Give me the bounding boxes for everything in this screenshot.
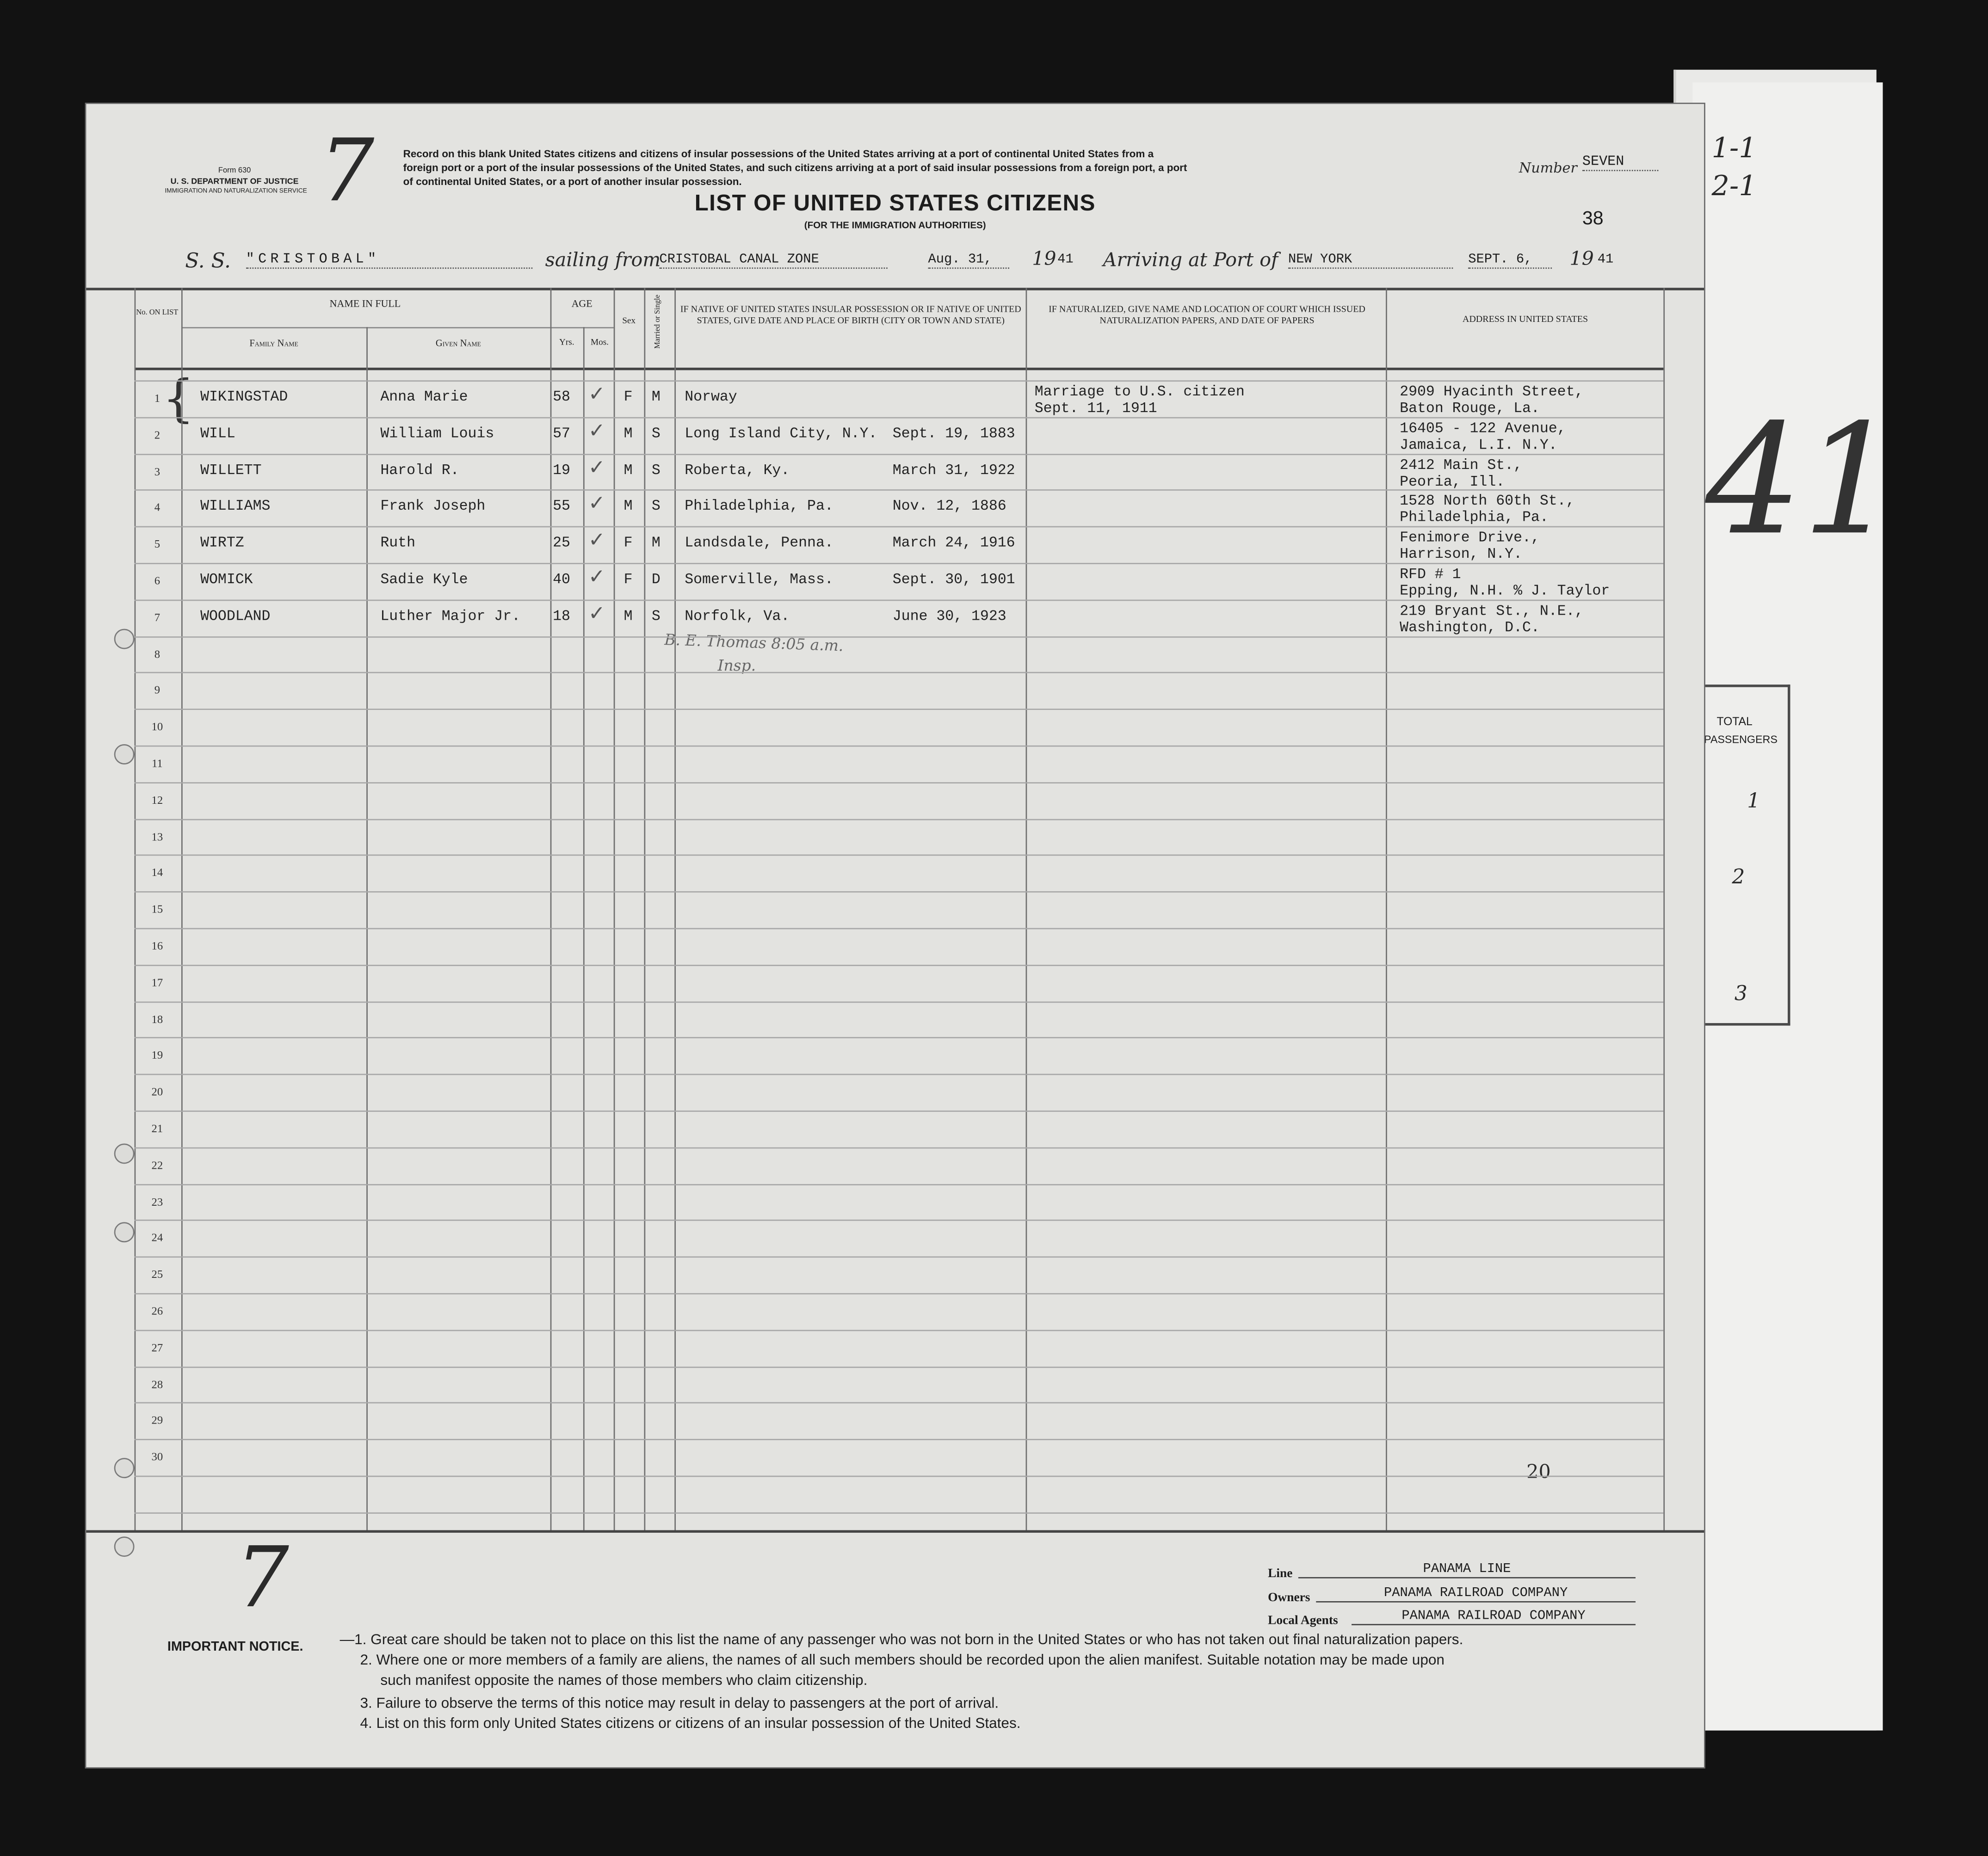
table-head-rule [135,368,1664,370]
table-column-rule [644,288,645,1530]
number-value: SEVEN [1582,154,1658,171]
notice-2: 2. Where one or more members of a family are aliens, the names of all such members should be recorded upon the alien manifest. Suitable notation may be made upon [360,1653,1445,1669]
year-from: 41 [1057,252,1074,268]
year-arrival: 41 [1597,252,1614,268]
check-mark: ✓ [588,455,605,480]
col-birth: IF NATIVE OF UNITED STATES INSULAR POSSESSION OR IF NATIVE OF UNITED STATES, GIVE DATE AND PLACE OF BIRTH (CITY OR TOWN AND STATE) [680,303,1021,326]
number-label: Number [1519,160,1577,177]
sex: F [624,535,633,552]
sex: M [624,498,633,515]
year-prefix-arrival: 19 [1569,247,1594,270]
table-row-rule [135,1110,1664,1112]
age-years: 18 [553,608,570,625]
instruction-line-1: Record on this blank United States citizens and citizens of insular possessions of the United States arriving at a port of continental United States from a [403,148,1154,160]
col-sex: Sex [622,315,636,326]
given-name: Harold R. [380,462,459,480]
row-number: 7 [154,611,161,624]
table-column-rule [550,288,552,1530]
row-number: 6 [154,574,161,587]
bottom-mark: 7 [235,1529,289,1627]
department: U. S. DEPARTMENT OF JUSTICE [170,177,299,186]
col-name-in-full: NAME IN FULL [329,298,401,309]
table-row-rule [135,1402,1664,1404]
address-line-1: Fenimore Drive., [1400,530,1540,547]
notice-2b: such manifest opposite the names of those members who claim citizenship. [380,1673,868,1689]
agents-value: PANAMA RAILROAD COMPANY [1352,1609,1636,1625]
punch-hole [114,1222,135,1242]
row-number: 9 [154,683,161,696]
address-line-2: Peoria, Ill. [1400,474,1505,491]
row-number: 17 [151,976,163,989]
punch-hole [114,1458,135,1478]
col-mos: Mos. [591,337,609,348]
age-years: 40 [553,572,570,588]
table-row-rule [135,454,1664,455]
side-mark-1: 1-1 [1711,133,1757,165]
family-name: WOMICK [200,572,253,588]
row-number: 12 [151,793,163,807]
row-number: 15 [151,902,163,916]
tally-label-2: PASSENGERS [1704,733,1778,746]
side-mark-2: 2-1 [1711,171,1757,203]
sex: F [624,572,633,588]
table-row-rule [135,1293,1664,1295]
birth-date: Nov. 12, 1886 [892,498,1006,515]
given-name: Frank Joseph [380,498,486,515]
family-name: WILLIAMS [200,498,271,515]
notice-label: IMPORTANT NOTICE. [167,1639,303,1655]
tally-mark-2: 2 [1732,864,1745,889]
sex: M [624,608,633,625]
birth-date: March 31, 1922 [892,462,1015,480]
port-from: CRISTOBAL CANAL ZONE [659,252,887,269]
col-married: Married or Single [654,295,662,349]
table-row-rule [135,563,1664,564]
tally-mark-1: 1 [1747,788,1760,813]
table-row-rule [135,746,1664,747]
table-row-rule [135,1439,1664,1440]
row-number: 16 [151,939,163,952]
table-row-rule [135,1001,1664,1003]
row-number: 19 [151,1048,163,1061]
given-name: Ruth [380,535,416,552]
table-row-rule [135,1147,1664,1149]
punch-hole [114,1536,135,1557]
line-label: Line [1268,1566,1293,1581]
row-number: 28 [151,1378,163,1391]
table-row-rule [135,1330,1664,1331]
family-name: WILL [200,426,235,443]
row-number: 21 [151,1122,163,1135]
naturalization-date: Sept. 11, 1911 [1034,401,1157,417]
row-number: 11 [151,757,163,770]
notice-4: 4. List on this form only United States citizens or citizens of an insular possession of the United States. [360,1716,1021,1732]
table-row-rule [135,1037,1664,1038]
table-column-rule [614,288,615,1530]
birth-place: Somerville, Mass. [685,572,833,588]
sex: M [624,426,633,443]
family-name: WIRTZ [200,535,244,552]
col-family-name: Family Name [249,337,298,349]
table-row-rule [135,965,1664,966]
birth-place: Landsdale, Penna. [685,535,833,552]
row-number: 26 [151,1304,163,1318]
address-line-2: Washington, D.C. [1400,620,1540,637]
address-line-2: Baton Rouge, La. [1400,401,1540,417]
birth-date: June 30, 1923 [892,608,1006,625]
row-number: 22 [151,1159,163,1172]
notice-3: 3. Failure to observe the terms of this notice may result in delay to passengers at the port of arrival. [360,1696,999,1712]
row-number: 20 [151,1085,163,1098]
given-name: Sadie Kyle [380,572,468,588]
inspector-note-2: Insp. [717,656,756,675]
address-line-1: 1528 North 60th St., [1400,493,1575,510]
address-line-2: Philadelphia, Pa. [1400,509,1549,526]
tally-label-1: TOTAL [1716,715,1753,728]
table-row-rule [135,1512,1664,1514]
address-line-1: 16405 - 122 Avenue, [1400,421,1566,438]
table-row-rule [135,1220,1664,1221]
col-naturalized: IF NATURALIZED, GIVE NAME AND LOCATION OF COURT WHICH ISSUED NATURALIZATION PAPERS, AND DATE OF PAPERS [1049,303,1365,326]
page-subtitle: (FOR THE IMMIGRATION AUTHORITIES) [804,219,986,231]
table-column-rule [1386,288,1387,1530]
table-row-rule [135,380,1664,382]
total-passengers-box [1699,684,1790,1025]
age-years: 55 [553,498,570,515]
row-number: 8 [154,647,161,661]
col-age: AGE [571,298,593,309]
address-line-2: Epping, N.H. % J. Taylor [1400,583,1610,600]
check-mark: ✓ [588,382,605,406]
marital-status: M [651,389,661,406]
row-number: 23 [151,1195,163,1209]
table-row-rule [135,600,1664,601]
date-arrival: SEPT. 6, [1468,252,1552,269]
check-mark: ✓ [588,490,605,515]
table-column-rule [1026,288,1027,1530]
table-row-rule [135,819,1664,820]
sheet-mark: 7 [319,122,375,222]
birth-date: March 24, 1916 [892,535,1015,552]
arriving-label: Arriving at Port of [1103,248,1278,271]
family-name: WIKINGSTAD [200,389,288,406]
form-number: Form 630 [218,167,251,175]
birth-place: Long Island City, N.Y. [685,426,877,443]
check-mark: ✓ [588,601,605,625]
ss-label: S. S. [185,248,231,273]
row-number: 1 [154,391,161,405]
line-value: PANAMA LINE [1298,1562,1636,1579]
table-row-rule [135,636,1664,638]
given-name: Luther Major Jr. [380,608,521,625]
page-number: 38 [1582,208,1604,230]
age-subhead-rule [550,327,614,328]
marital-status: S [651,426,661,443]
row-number: 3 [154,465,161,478]
birth-place: Roberta, Ky. [685,462,790,480]
birth-date: Sept. 30, 1901 [892,572,1015,588]
table-row-rule [135,526,1664,528]
check-mark: ✓ [588,418,605,443]
owners-value: PANAMA RAILROAD COMPANY [1316,1586,1636,1603]
row-number: 29 [151,1413,163,1426]
address-line-1: 219 Bryant St., N.E., [1400,603,1584,620]
check-mark: ✓ [588,564,605,588]
table-column-rule [181,288,183,1530]
birth-place: Philadelphia, Pa. [685,498,833,515]
owners-label: Owners [1268,1591,1310,1605]
instruction-line-2: foreign port or a port of the insular possessions of the United States, and such citizens arriving at a port of said insular possessions from a foreign port, a port [403,162,1187,174]
page-title: LIST OF UNITED STATES CITIZENS [694,190,1096,216]
address-line-1: 2412 Main St., [1400,457,1523,475]
table-row-rule [135,1367,1664,1368]
age-years: 58 [553,389,570,406]
col-given-name: Given Name [435,337,481,349]
birth-place: Norfolk, Va. [685,608,790,625]
marital-status: S [651,498,661,515]
table-row-rule [135,417,1664,419]
punch-hole [114,1143,135,1164]
date-from: Aug. 31, [928,252,1009,269]
ship-name: "CRISTOBAL" [246,252,532,269]
table-column-rule [1663,288,1665,1530]
bracket-mark: { [162,370,195,429]
table-row-rule [135,782,1664,783]
row-number: 5 [154,537,161,550]
row-number: 25 [151,1268,163,1281]
table-row-rule [135,1184,1664,1185]
notice-1: —1. Great care should be taken not to place on this list the name of any passenger who was not born in the United States or who has not taken out final naturalization papers. [340,1633,1463,1648]
col-yrs: Yrs. [559,337,574,348]
given-name: William Louis [380,426,494,443]
age-years: 57 [553,426,570,443]
birth-place: Norway [685,389,737,406]
row-number: 2 [154,428,161,441]
naturalization: Marriage to U.S. citizen [1034,384,1245,401]
table-top-rule [86,288,1704,290]
age-years: 19 [553,462,570,480]
table-row-rule [135,855,1664,856]
name-subhead-rule [181,327,550,328]
table-row-rule [135,928,1664,929]
manifest-page [86,104,1704,1767]
instructions [403,147,1187,189]
service: IMMIGRATION AND NATURALIZATION SERVICE [165,187,307,195]
punch-hole [114,629,135,649]
row-number: 27 [151,1341,163,1354]
row-number: 24 [151,1231,163,1244]
check-mark: ✓ [588,527,605,552]
address-line-1: 2909 Hyacinth Street, [1400,384,1584,401]
age-years: 25 [553,535,570,552]
row-number: 14 [151,866,163,879]
marital-status: S [651,608,661,625]
sex: F [624,389,633,406]
table-row-rule [135,709,1664,710]
row-number: 10 [151,720,163,733]
inspector-note: B. E. Thomas 8:05 a.m. [664,630,844,655]
address-line-2: Jamaica, L.I. N.Y. [1400,437,1557,454]
table-row-rule [135,1476,1664,1477]
row-number: 18 [151,1013,163,1026]
table-row-rule [135,1074,1664,1075]
col-no: No. ON LIST [136,309,179,317]
agents-label: Local Agents [1268,1614,1338,1628]
table-column-rule [674,288,676,1530]
side-big-number: 41 [1705,393,1899,569]
tally-mark-3: 3 [1734,981,1747,1005]
address-line-2: Harrison, N.Y. [1400,546,1523,563]
birth-date: Sept. 19, 1883 [892,426,1015,443]
sailing-label: sailing from [545,248,661,271]
row-number: 4 [154,500,161,514]
family-name: WOODLAND [200,608,271,625]
col-address: ADDRESS IN UNITED STATES [1462,313,1588,325]
port-arrival: NEW YORK [1288,252,1453,269]
punch-hole [114,744,135,765]
year-prefix-from: 19 [1032,247,1056,270]
marital-status: S [651,462,661,480]
row-number: 13 [151,830,163,843]
instruction-line-3: of continental United States, or a port of another insular possession. [403,176,742,188]
address-line-1: RFD # 1 [1400,567,1461,583]
table-row-rule [135,672,1664,673]
table-row-rule [135,1256,1664,1258]
given-name: Anna Marie [380,389,468,406]
marital-status: D [651,572,661,588]
table-bottom-rule [86,1530,1704,1533]
family-name: WILLETT [200,462,262,480]
table-row-rule [135,891,1664,893]
row-number: 30 [151,1450,163,1463]
sex: M [624,462,633,480]
marital-status: M [651,535,661,552]
total-twenty: 20 [1526,1460,1551,1484]
